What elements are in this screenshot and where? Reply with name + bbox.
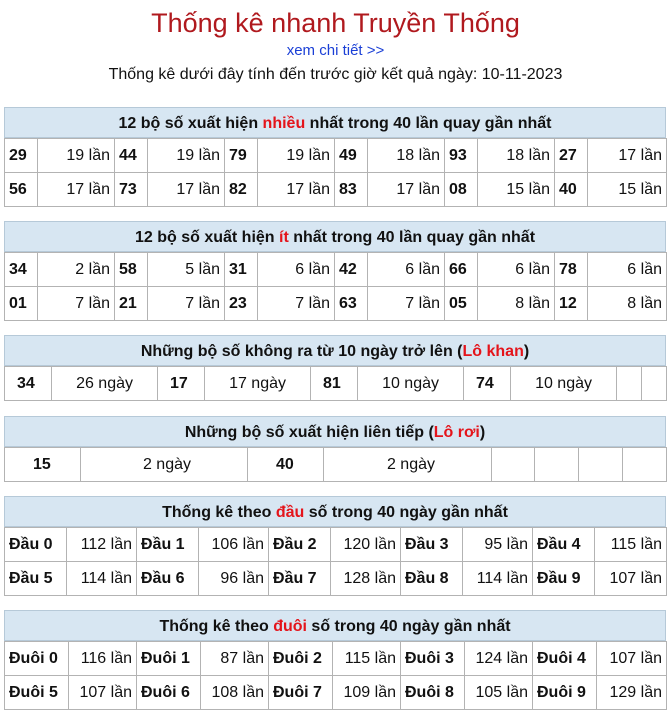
hit-count: 2 lần bbox=[38, 253, 115, 287]
empty-cell bbox=[617, 367, 642, 401]
hit-count: 128 lần bbox=[331, 562, 401, 596]
section-header: Những bộ số xuất hiện liên tiếp (Lô rơi) bbox=[4, 416, 666, 447]
hit-count: 106 lần bbox=[199, 528, 269, 562]
hit-count: 17 lần bbox=[38, 173, 115, 207]
head-label: Đầu 0 bbox=[5, 528, 67, 562]
hit-count: 7 lần bbox=[258, 287, 335, 321]
table-row bbox=[5, 676, 667, 710]
hit-count: 108 lần bbox=[201, 676, 269, 710]
hit-count: 19 lần bbox=[148, 139, 225, 173]
tail-label: Đuôi 9 bbox=[533, 676, 597, 710]
stats-table bbox=[4, 252, 667, 321]
section-header: 12 bộ số xuất hiện nhiều nhất trong 40 lần quay gần nhất bbox=[4, 107, 666, 138]
hit-count: 115 lần bbox=[595, 528, 667, 562]
duoi-section bbox=[4, 610, 666, 710]
tail-label: Đuôi 7 bbox=[269, 676, 333, 710]
day-count: 10 ngày bbox=[511, 367, 617, 401]
lo-khan-section bbox=[4, 335, 666, 401]
hit-count: 7 lần bbox=[148, 287, 225, 321]
lotto-number: 31 bbox=[225, 253, 258, 287]
table-row bbox=[5, 173, 667, 207]
head-label: Đầu 6 bbox=[137, 562, 199, 596]
hit-count: 19 lần bbox=[38, 139, 115, 173]
day-count: 10 ngày bbox=[358, 367, 464, 401]
hit-count: 7 lần bbox=[368, 287, 445, 321]
lotto-number: 40 bbox=[555, 173, 588, 207]
hit-count: 112 lần bbox=[67, 528, 137, 562]
hit-count: 115 lần bbox=[333, 642, 401, 676]
table-row bbox=[5, 448, 667, 482]
hit-count: 18 lần bbox=[368, 139, 445, 173]
hit-count: 17 lần bbox=[368, 173, 445, 207]
lotto-number: 79 bbox=[225, 139, 258, 173]
section-header: Những bộ số không ra từ 10 ngày trở lên (Lô khan) bbox=[4, 335, 666, 366]
dau-section bbox=[4, 496, 666, 596]
lotto-number: 05 bbox=[445, 287, 478, 321]
lotto-number: 12 bbox=[555, 287, 588, 321]
tail-label: Đuôi 2 bbox=[269, 642, 333, 676]
hit-count: 96 lần bbox=[199, 562, 269, 596]
table-row bbox=[5, 139, 667, 173]
hit-count: 6 lần bbox=[588, 253, 667, 287]
hit-count: 107 lần bbox=[595, 562, 667, 596]
lotto-number: 82 bbox=[225, 173, 258, 207]
table-row bbox=[5, 253, 667, 287]
hit-count: 6 lần bbox=[368, 253, 445, 287]
head-label: Đầu 3 bbox=[401, 528, 463, 562]
page-subtitle: Thống kê dưới đây tính đến trước giờ kết quả ngày: 10-11-2023 bbox=[108, 66, 563, 83]
section-header: 12 bộ số xuất hiện ít nhất trong 40 lần quay gần nhất bbox=[4, 221, 666, 252]
section-header: Thống kê theo đuôi số trong 40 ngày gần nhất bbox=[4, 610, 666, 641]
lotto-number: 83 bbox=[335, 173, 368, 207]
hit-count: 87 lần bbox=[201, 642, 269, 676]
detail-link[interactable]: xem chi tiết >> bbox=[286, 42, 385, 59]
hit-count: 6 lần bbox=[258, 253, 335, 287]
tail-label: Đuôi 8 bbox=[401, 676, 465, 710]
head-label: Đầu 2 bbox=[269, 528, 331, 562]
lotto-number: 44 bbox=[115, 139, 148, 173]
lo-roi-section bbox=[4, 416, 666, 482]
lotto-number: 21 bbox=[115, 287, 148, 321]
lotto-number: 34 bbox=[5, 253, 38, 287]
hit-count: 95 lần bbox=[463, 528, 533, 562]
hit-count: 5 lần bbox=[148, 253, 225, 287]
least-frequent-section bbox=[4, 221, 666, 321]
empty-cell bbox=[492, 448, 535, 482]
head-label: Đầu 5 bbox=[5, 562, 67, 596]
day-count: 26 ngày bbox=[52, 367, 158, 401]
stats-table bbox=[4, 447, 667, 482]
section-header: Thống kê theo đầu số trong 40 ngày gần nhất bbox=[4, 496, 666, 527]
lotto-number: 81 bbox=[311, 367, 358, 401]
hit-count: 107 lần bbox=[597, 642, 667, 676]
empty-cell bbox=[579, 448, 623, 482]
hit-count: 17 lần bbox=[588, 139, 667, 173]
lotto-number: 49 bbox=[335, 139, 368, 173]
hit-count: 105 lần bbox=[465, 676, 533, 710]
day-count: 2 ngày bbox=[324, 448, 492, 482]
empty-cell bbox=[535, 448, 579, 482]
hit-count: 8 lần bbox=[478, 287, 555, 321]
hit-count: 114 lần bbox=[463, 562, 533, 596]
day-count: 2 ngày bbox=[81, 448, 248, 482]
table-row bbox=[5, 562, 667, 596]
table-row bbox=[5, 287, 667, 321]
most-frequent-section bbox=[4, 107, 666, 207]
hit-count: 124 lần bbox=[465, 642, 533, 676]
page-header bbox=[0, 0, 671, 86]
hit-count: 109 lần bbox=[333, 676, 401, 710]
hit-count: 107 lần bbox=[69, 676, 137, 710]
hit-count: 120 lần bbox=[331, 528, 401, 562]
lotto-number: 34 bbox=[5, 367, 52, 401]
hit-count: 15 lần bbox=[478, 173, 555, 207]
head-label: Đầu 9 bbox=[533, 562, 595, 596]
table-row bbox=[5, 367, 667, 401]
lotto-number: 08 bbox=[445, 173, 478, 207]
lotto-number: 29 bbox=[5, 139, 38, 173]
lotto-number: 17 bbox=[158, 367, 205, 401]
lotto-number: 40 bbox=[248, 448, 324, 482]
hit-count: 17 lần bbox=[148, 173, 225, 207]
lotto-number: 73 bbox=[115, 173, 148, 207]
tail-label: Đuôi 1 bbox=[137, 642, 201, 676]
hit-count: 15 lần bbox=[588, 173, 667, 207]
lotto-number: 42 bbox=[335, 253, 368, 287]
stats-table bbox=[4, 366, 667, 401]
page-title: Thống kê nhanh Truyền Thống bbox=[151, 8, 520, 38]
day-count: 17 ngày bbox=[205, 367, 311, 401]
lotto-number: 74 bbox=[464, 367, 511, 401]
lotto-number: 15 bbox=[5, 448, 81, 482]
lotto-number: 56 bbox=[5, 173, 38, 207]
hit-count: 19 lần bbox=[258, 139, 335, 173]
lotto-number: 27 bbox=[555, 139, 588, 173]
empty-cell bbox=[642, 367, 667, 401]
table-row bbox=[5, 528, 667, 562]
hit-count: 17 lần bbox=[258, 173, 335, 207]
tail-label: Đuôi 5 bbox=[5, 676, 69, 710]
stats-table bbox=[4, 527, 667, 596]
lotto-number: 23 bbox=[225, 287, 258, 321]
empty-cell bbox=[623, 448, 667, 482]
tail-label: Đuôi 6 bbox=[137, 676, 201, 710]
head-label: Đầu 7 bbox=[269, 562, 331, 596]
head-label: Đầu 4 bbox=[533, 528, 595, 562]
lotto-number: 63 bbox=[335, 287, 368, 321]
stats-table bbox=[4, 138, 667, 207]
lotto-number: 66 bbox=[445, 253, 478, 287]
tail-label: Đuôi 4 bbox=[533, 642, 597, 676]
lotto-number: 93 bbox=[445, 139, 478, 173]
hit-count: 7 lần bbox=[38, 287, 115, 321]
hit-count: 129 lần bbox=[597, 676, 667, 710]
hit-count: 6 lần bbox=[478, 253, 555, 287]
head-label: Đầu 1 bbox=[137, 528, 199, 562]
tail-label: Đuôi 3 bbox=[401, 642, 465, 676]
lotto-number: 78 bbox=[555, 253, 588, 287]
hit-count: 116 lần bbox=[69, 642, 137, 676]
lotto-number: 58 bbox=[115, 253, 148, 287]
lotto-number: 01 bbox=[5, 287, 38, 321]
tail-label: Đuôi 0 bbox=[5, 642, 69, 676]
head-label: Đầu 8 bbox=[401, 562, 463, 596]
hit-count: 114 lần bbox=[67, 562, 137, 596]
stats-table bbox=[4, 641, 667, 710]
table-row bbox=[5, 642, 667, 676]
hit-count: 18 lần bbox=[478, 139, 555, 173]
hit-count: 8 lần bbox=[588, 287, 667, 321]
